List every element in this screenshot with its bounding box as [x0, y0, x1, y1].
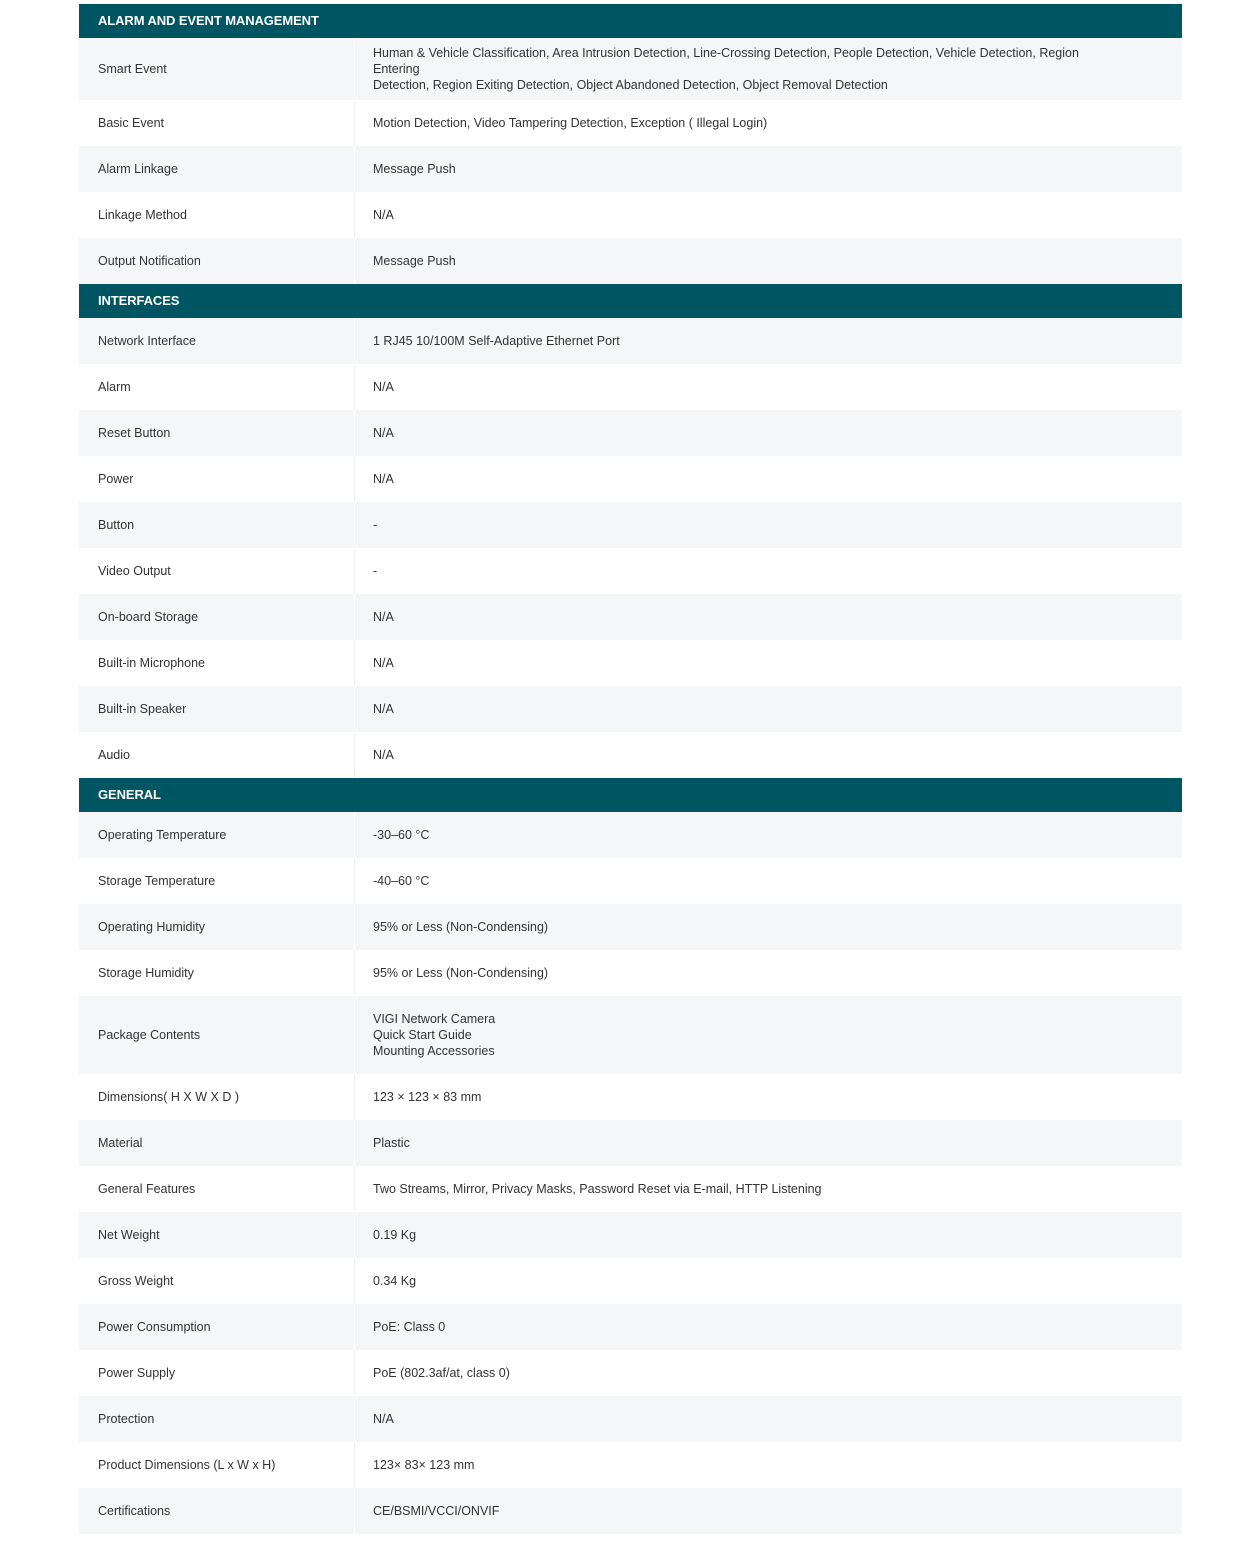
spec-value-line: N/A [373, 610, 394, 624]
spec-row-smart-event [79, 38, 1182, 100]
spec-value-line: N/A [373, 426, 394, 440]
spec-label: Alarm [79, 364, 355, 410]
spec-row-storage-temperature [79, 858, 1182, 904]
spec-value-line: PoE: Class 0 [373, 1320, 446, 1334]
spec-label: Output Notification [79, 238, 355, 284]
spec-value-line: -30–60 °C [373, 828, 430, 842]
spec-label: Video Output [79, 548, 355, 594]
spec-value [355, 253, 1182, 269]
spec-label: Built-in Microphone [79, 640, 355, 686]
spec-row-protection [79, 1396, 1182, 1442]
spec-label: Power [79, 456, 355, 502]
spec-table [79, 4, 1182, 1534]
spec-value-line: - [373, 518, 378, 532]
spec-value-line: - [373, 564, 378, 578]
spec-value-line: Mounting Accessories [373, 1044, 495, 1058]
spec-value [355, 1181, 1182, 1197]
spec-value-line: Detection, Region Exiting Detection, Object Abandoned Detection, Object Removal Detection [373, 78, 888, 92]
spec-label: Operating Temperature [79, 812, 355, 858]
spec-row-power-supply [79, 1350, 1182, 1396]
spec-value-line: Quick Start Guide [373, 1028, 472, 1042]
spec-row-button [79, 502, 1182, 548]
spec-value-line: N/A [373, 748, 394, 762]
spec-value-line: 95% or Less (Non-Condensing) [373, 920, 549, 934]
spec-value [355, 563, 1182, 579]
spec-value [355, 965, 1182, 981]
spec-value [355, 425, 1182, 441]
spec-row-output-notification [79, 238, 1182, 284]
spec-value-line: 123 × 123 × 83 mm [373, 1090, 482, 1104]
spec-row-product-dimensions-l-x-w-x-h [79, 1442, 1182, 1488]
spec-row-general-features [79, 1166, 1182, 1212]
spec-value-line: Motion Detection, Video Tampering Detection, Exception ( Illegal Login) [373, 116, 768, 130]
spec-value [355, 827, 1182, 843]
spec-label: Power Consumption [79, 1304, 355, 1350]
spec-value [355, 115, 1182, 131]
spec-row-package-contents [79, 996, 1182, 1074]
spec-row-gross-weight [79, 1258, 1182, 1304]
spec-value-line: N/A [373, 380, 394, 394]
spec-row-power-consumption [79, 1304, 1182, 1350]
spec-value [355, 1011, 1182, 1059]
spec-label: Dimensions( H X W X D ) [79, 1074, 355, 1120]
spec-label: Net Weight [79, 1212, 355, 1258]
spec-label: Material [79, 1120, 355, 1166]
spec-section-general [79, 778, 1182, 1534]
spec-value [355, 919, 1182, 935]
spec-value-line: N/A [373, 656, 394, 670]
spec-value [355, 1319, 1182, 1335]
spec-row-network-interface [79, 318, 1182, 364]
spec-row-built-in-microphone [79, 640, 1182, 686]
spec-row-operating-humidity [79, 904, 1182, 950]
spec-value-line: 0.19 Kg [373, 1228, 417, 1242]
spec-value [355, 1457, 1182, 1473]
spec-row-linkage-method [79, 192, 1182, 238]
spec-value [355, 1411, 1182, 1427]
spec-label: Power Supply [79, 1350, 355, 1396]
spec-value-line: Plastic [373, 1136, 410, 1150]
section-header: INTERFACES [79, 284, 1182, 318]
spec-label: Storage Humidity [79, 950, 355, 996]
spec-section-alarm-and-event-management [79, 4, 1182, 284]
spec-row-operating-temperature [79, 812, 1182, 858]
spec-value-line: N/A [373, 702, 394, 716]
spec-value [355, 655, 1182, 671]
spec-label: Certifications [79, 1488, 355, 1534]
spec-value-line: PoE (802.3af/at, class 0) [373, 1366, 510, 1380]
spec-value [355, 45, 1182, 93]
spec-value [355, 1365, 1182, 1381]
spec-label: Gross Weight [79, 1258, 355, 1304]
spec-label: Storage Temperature [79, 858, 355, 904]
spec-row-certifications [79, 1488, 1182, 1534]
spec-row-audio [79, 732, 1182, 778]
spec-value-line: VIGI Network Camera [373, 1012, 496, 1026]
spec-value [355, 471, 1182, 487]
spec-value-line: Human & Vehicle Classification, Area Intrusion Detection, Line-Crossing Detection, People Detection, Vehicle Detection, Region Entering [373, 46, 1079, 76]
spec-row-alarm-linkage [79, 146, 1182, 192]
spec-value-line: 0.34 Kg [373, 1274, 417, 1288]
section-header: ALARM AND EVENT MANAGEMENT [79, 4, 1182, 38]
spec-label: Audio [79, 732, 355, 778]
spec-label: Package Contents [79, 996, 355, 1074]
spec-value [355, 517, 1182, 533]
spec-label: Linkage Method [79, 192, 355, 238]
section-header: GENERAL [79, 778, 1182, 812]
spec-row-dimensions-h-x-w-x-d [79, 1074, 1182, 1120]
spec-value [355, 1089, 1182, 1105]
spec-row-on-board-storage [79, 594, 1182, 640]
spec-value [355, 161, 1182, 177]
spec-value-line: 123× 83× 123 mm [373, 1458, 475, 1472]
spec-value [355, 747, 1182, 763]
spec-value [355, 1135, 1182, 1151]
spec-label: Basic Event [79, 100, 355, 146]
spec-value [355, 379, 1182, 395]
spec-value [355, 1273, 1182, 1289]
spec-value-line: N/A [373, 1412, 394, 1426]
spec-section-interfaces [79, 284, 1182, 778]
spec-value-line: 1 RJ45 10/100M Self-Adaptive Ethernet Port [373, 334, 620, 348]
spec-value [355, 701, 1182, 717]
spec-value [355, 873, 1182, 889]
spec-value [355, 1503, 1182, 1519]
spec-label: On-board Storage [79, 594, 355, 640]
spec-row-material [79, 1120, 1182, 1166]
spec-label: Reset Button [79, 410, 355, 456]
spec-label: Alarm Linkage [79, 146, 355, 192]
spec-value [355, 207, 1182, 223]
spec-row-net-weight [79, 1212, 1182, 1258]
spec-row-reset-button [79, 410, 1182, 456]
spec-row-built-in-speaker [79, 686, 1182, 732]
spec-row-storage-humidity [79, 950, 1182, 996]
spec-value-line: -40–60 °C [373, 874, 430, 888]
spec-row-video-output [79, 548, 1182, 594]
spec-label: Network Interface [79, 318, 355, 364]
spec-value-line: Message Push [373, 254, 456, 268]
spec-label: Built-in Speaker [79, 686, 355, 732]
spec-value-line: 95% or Less (Non-Condensing) [373, 966, 549, 980]
spec-label: Operating Humidity [79, 904, 355, 950]
spec-value [355, 1227, 1182, 1243]
spec-value-line: Message Push [373, 162, 456, 176]
spec-row-alarm [79, 364, 1182, 410]
spec-row-power [79, 456, 1182, 502]
spec-value [355, 333, 1182, 349]
spec-label: Product Dimensions (L x W x H) [79, 1442, 355, 1488]
spec-label: General Features [79, 1166, 355, 1212]
spec-value-line: N/A [373, 472, 394, 486]
spec-value-line: N/A [373, 208, 394, 222]
spec-label: Button [79, 502, 355, 548]
spec-value [355, 609, 1182, 625]
spec-label: Protection [79, 1396, 355, 1442]
spec-value-line: Two Streams, Mirror, Privacy Masks, Password Reset via E-mail, HTTP Listening [373, 1182, 822, 1196]
spec-row-basic-event [79, 100, 1182, 146]
spec-label: Smart Event [79, 38, 355, 100]
spec-value-line: CE/BSMI/VCCI/ONVIF [373, 1504, 500, 1518]
